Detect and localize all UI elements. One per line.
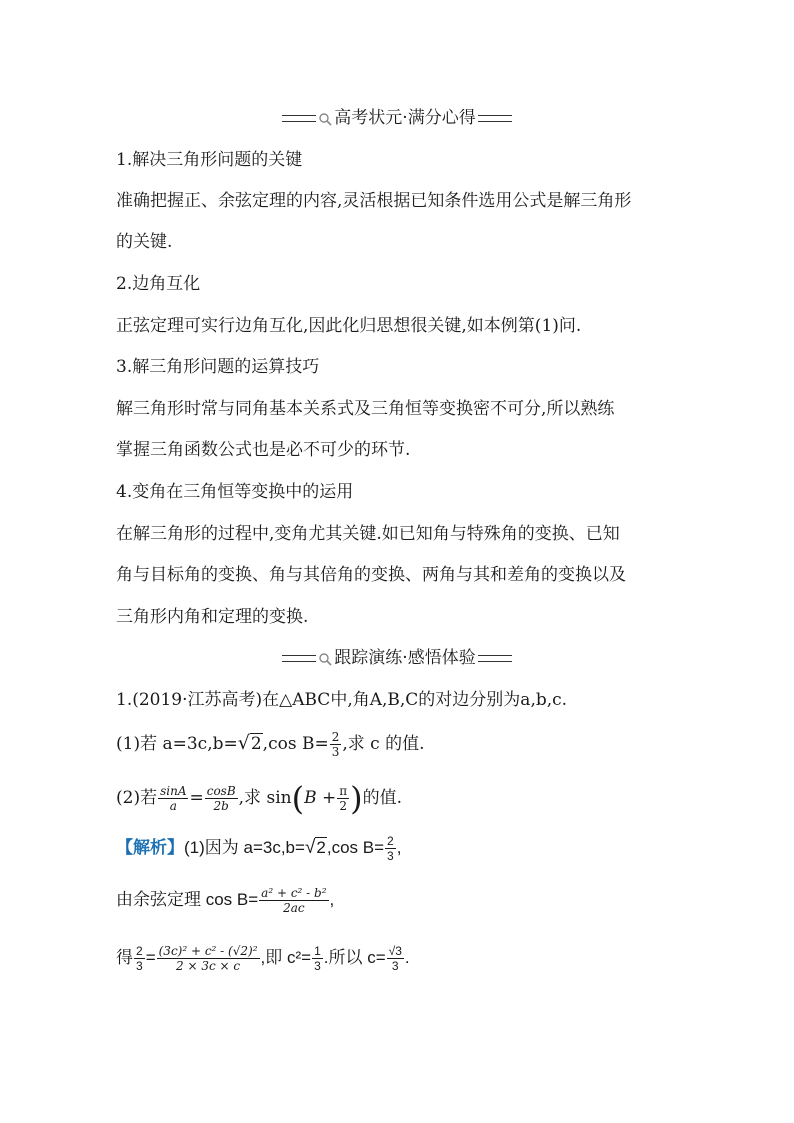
fraction (385, 834, 396, 863)
solution-line2 (116, 886, 686, 915)
text: , (329, 889, 335, 909)
solution-line1 (116, 834, 686, 863)
tip-heading: 4.变角在三角恒等变换中的运用 (116, 482, 354, 502)
fraction (205, 784, 238, 813)
denominator: 3 (387, 849, 394, 863)
denominator: 2 × 3c × c (157, 958, 260, 973)
tip-text: 在解三角形的过程中,变角尤其关键.如已知角与特殊角的变换、已知 (116, 524, 620, 544)
magnifier-icon (318, 112, 332, 126)
numerator: 2 (387, 834, 394, 848)
tip-heading: 1.解决三角形问题的关键 (116, 150, 303, 170)
denominator: a (158, 798, 188, 813)
tip-text: 准确把握正、余弦定理的内容,灵活根据已知条件选用公式是解三角形 (116, 191, 632, 211)
tip-text: 角与目标角的变换、角与其倍角的变换、两角与其和差角的变换以及 (116, 565, 626, 585)
section-heading-tips (0, 106, 794, 130)
denominator: 2 (337, 798, 349, 813)
solution-tag: 【解析】 (116, 837, 184, 857)
problem-part1 (116, 730, 686, 759)
text: .所以 c= (323, 947, 386, 967)
fraction (337, 784, 349, 813)
denominator: 3 (314, 959, 321, 973)
text: = (189, 788, 204, 808)
fraction (259, 886, 328, 915)
problem-part2 (116, 779, 686, 818)
numerator: 1 (314, 944, 321, 958)
text: = (145, 947, 156, 967)
angle-expr: B + (304, 788, 337, 808)
fraction (330, 730, 342, 759)
denominator: 2b (205, 798, 238, 813)
section-title: 跟踪演练·感悟体验 (334, 648, 476, 668)
numerator: 2 (136, 944, 143, 958)
numerator: a² + c² - b² (261, 886, 327, 900)
text: . (404, 947, 410, 967)
text: 得 (116, 947, 133, 967)
tip-text: 解三角形时常与同角基本关系式及三角恒等变换密不可分,所以熟练 (116, 399, 615, 419)
text: (1)若 a=3c,b= (116, 734, 238, 754)
text: ,cos B= (262, 734, 329, 754)
left-rule (282, 655, 316, 662)
sqrt-arg: 2 (316, 837, 326, 857)
sqrt-expr: √2 (304, 836, 326, 858)
section-title: 高考状元·满分心得 (334, 108, 476, 128)
tip-heading: 2.边角互化 (116, 274, 201, 294)
fraction (134, 944, 145, 973)
text: 由余弦定理 cos B= (116, 889, 259, 909)
magnifier-icon (318, 652, 332, 666)
left-paren: ( (291, 779, 305, 818)
sqrt-expr: √2 (237, 732, 262, 754)
text: ,即 c²= (260, 947, 312, 967)
numerator: 2 (331, 730, 340, 744)
text: (2)若 (116, 788, 158, 808)
tip-text: 的关键. (116, 232, 173, 252)
text: 的值. (362, 788, 402, 808)
numerator: (3c)² + c² - (√2)² (158, 944, 258, 958)
sqrt-arg: 2 (250, 734, 262, 754)
numerator: cosB (206, 784, 236, 798)
denominator: 3 (136, 959, 143, 973)
fraction (387, 944, 404, 973)
fraction (312, 944, 323, 973)
denominator: 2ac (259, 900, 328, 915)
problem-statement: 1.(2019·江苏高考)在△ABC中,角A,B,C的对边分别为a,b,c. (116, 690, 568, 710)
text: , (396, 837, 402, 857)
left-rule (282, 115, 316, 122)
numerator: π (339, 784, 348, 798)
numerator: sinA (160, 784, 187, 798)
tip-heading: 3.解三角形问题的运算技巧 (116, 357, 320, 377)
right-rule (478, 655, 512, 662)
tip-text: 三角形内角和定理的变换. (116, 607, 309, 627)
tip-text: 掌握三角函数公式也是必不可少的环节. (116, 440, 411, 460)
text: ,求 sin (238, 788, 292, 808)
text: (1)因为 a=3c,b= (184, 837, 305, 857)
tip-text: 正弦定理可实行边角互化,因此化归思想很关键,如本例第(1)问. (116, 316, 582, 336)
section-heading-practice (0, 646, 794, 670)
right-paren: ) (350, 779, 363, 818)
numerator: √3 (388, 944, 402, 958)
fraction (157, 944, 260, 973)
denominator: 3 (387, 958, 404, 973)
solution-line3 (116, 944, 686, 973)
fraction (158, 784, 188, 813)
text: ,求 c 的值. (342, 734, 425, 754)
text: ,cos B= (326, 837, 385, 857)
right-rule (478, 115, 512, 122)
denominator: 3 (331, 745, 340, 759)
